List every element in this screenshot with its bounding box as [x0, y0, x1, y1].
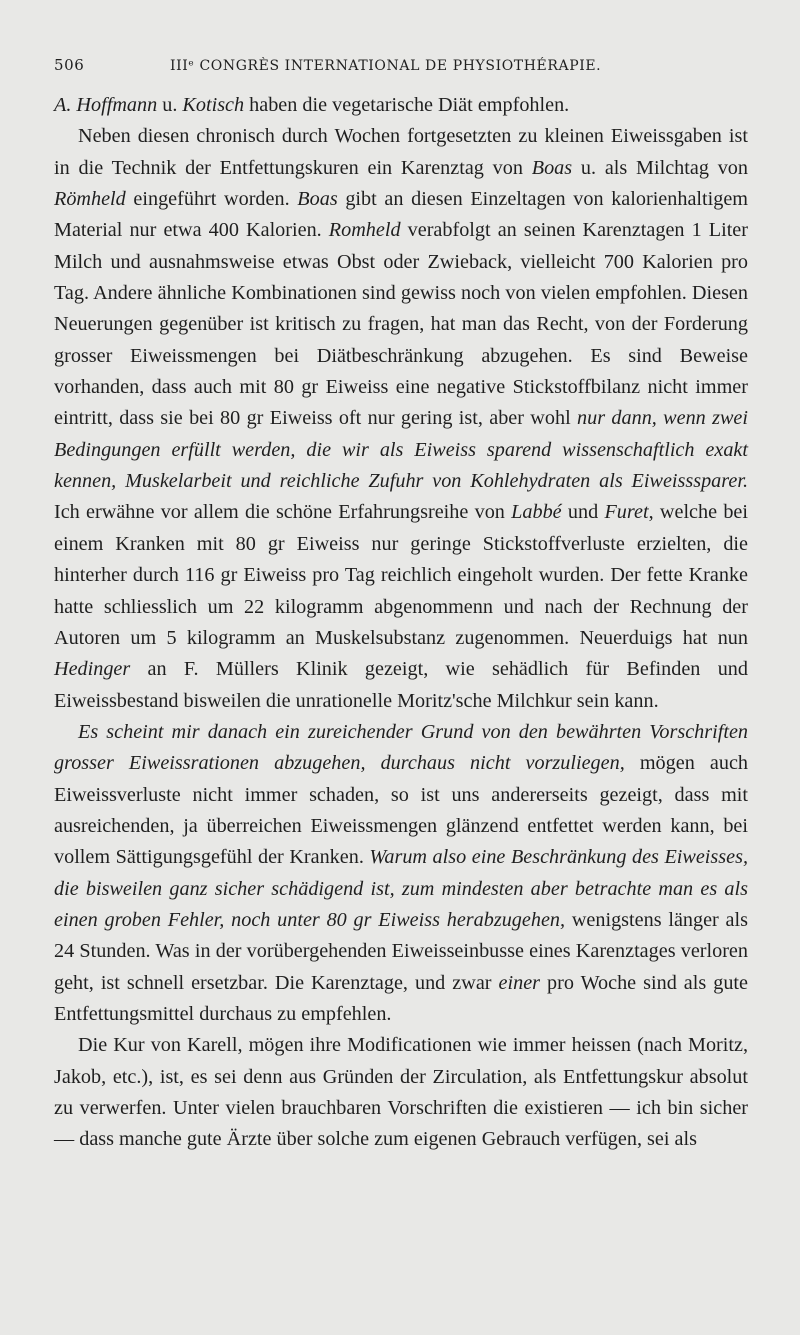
text-run: an F. Müllers Klinik gezeigt, wie sehädlich für Befinden und Eiweissbestand bisweilen die unrationelle Moritz'sche Milchkur sein kann. [54, 658, 748, 712]
paragraph [54, 1030, 748, 1155]
text-run: eingeführt worden. [125, 188, 298, 211]
running-header [54, 56, 748, 74]
italic-text-run: Kotisch [182, 94, 245, 116]
text-run: und [561, 501, 605, 524]
text-run: verabfolgt an seinen Karenztagen 1 Liter Milch und ausnahmsweise etwas Obst oder Zwieback, vielleicht 700 Kalorien pro Tag. Andere ähnliche Kombinationen sind gewiss noch von vielen empfohlen. Diesen Neuerungen gegenüber ist kritisch zu fragen, hat man das Recht, von der Forderung grosser Eiweissmengen bei Diätbeschränkung abzugehen. Es sind Beweise vorhanden, dass auch mit 80 gr Eiweiss eine negative Stickstoffbilanz nicht immer eintritt, dass sie bei 80 gr Eiweiss oft nur gering ist, aber wohl [54, 219, 748, 430]
italic-text-run: Warum also eine Beschränkung des Eiweisses, die bisweilen ganz sicher schädigend ist, zum mindesten aber betrachte man es als einen groben Fehler, noch unter 80 gr Eiweiss herabzugehen, [54, 846, 748, 931]
text-run: haben die vegetarische Diät empfohlen. [244, 94, 570, 116]
italic-text-run: nur dann, wenn zwei Bedingungen erfüllt werden, die wir als Eiweiss sparend wissenschaftlich exakt kennen, Muskelarbeit und reichliche Zufuhr von Kohlehydraten als Eiweisssparer. [54, 407, 749, 493]
italic-text-run: Boas [297, 188, 338, 211]
italic-text-run: Römheld [54, 188, 126, 211]
text-run: Die Kur von Karell, mögen ihre Modificationen wie immer heissen (nach Moritz, Jakob, etc.), ist, es sei denn aus Gründen der Zirculation, als Entfettungskur absolut zu verwerfen. Unter vielen brauchbaren Vorschriften die existieren — ich bin sicher — dass manche gute Ärzte über solche zum eigenen Gebrauch verfügen, sei als [54, 1034, 748, 1151]
paragraph [54, 90, 748, 121]
italic-text-run: Hedinger [54, 658, 131, 681]
text-run: wenigstens länger als 24 Stunden. Was in der vorübergehenden Eiweisseinbusse eines Karenztages verloren geht, ist schnell ersetzbar. Die Karenztage, und zwar [54, 908, 748, 994]
text-run: u. als Milchtag von [572, 156, 748, 179]
page-number: 506 [54, 56, 85, 74]
text-run: pro Woche sind als gute Entfettungsmittel durchaus zu empfehlen. [54, 971, 748, 1025]
text-run: , welche bei einem Kranken mit 80 gr Eiweiss nur geringe Stickstoffverluste erzielten, die hinterher durch 116 gr Eiweiss pro Tag reichlich eingeholt wurden. Der fette Kranke hatte schliesslich um 22 kilogramm abgenommenn und nach der Rechnung der Autoren um 5 kilogramm an Muskelsubstanz zugenommen. Neuerduigs hat nun [54, 501, 749, 649]
italic-text-run: Es scheint mir danach ein zureichender Grund von den bewährten Vorschriften grosser Eiweissrationen abzugehen, durchaus nicht vorzuliegen, [54, 720, 748, 775]
text-run: Neben diesen chronisch durch Wochen fortgesetzten zu kleinen Eiweissgaben ist in die Technik der Entfettungskuren ein Karenztag von [54, 125, 748, 179]
italic-text-run: Romheld [328, 219, 401, 242]
italic-text-run: Furet [604, 501, 649, 524]
text-run: Ich erwähne vor allem die schöne Erfahrungsreihe von [54, 501, 512, 524]
text-run: mögen auch Eiweissverluste nicht immer schaden, so ist uns andererseits gezeigt, dass mit ausreichenden, ja überreichen Eiweissmengen glänzend entfettet werden kann, bei vollem Sättigungsgefühl der Kranken. [54, 752, 749, 869]
text-run: gibt an diesen Einzeltagen von kalorienhaltigem Material nur etwa 400 Kalorien. [54, 188, 748, 242]
text-run: u. [157, 94, 183, 116]
paragraph [54, 121, 748, 717]
paragraph [54, 717, 748, 1030]
italic-text-run: Labbé [511, 501, 562, 524]
italic-text-run: einer [498, 971, 541, 994]
running-title: IIIᵉ CONGRÈS INTERNATIONAL DE PHYSIOTHÉRAPIE. [170, 58, 602, 74]
italic-text-run: Boas [531, 156, 573, 179]
italic-text-run: A. Hoffmann [54, 94, 158, 116]
body-text [54, 90, 748, 1156]
